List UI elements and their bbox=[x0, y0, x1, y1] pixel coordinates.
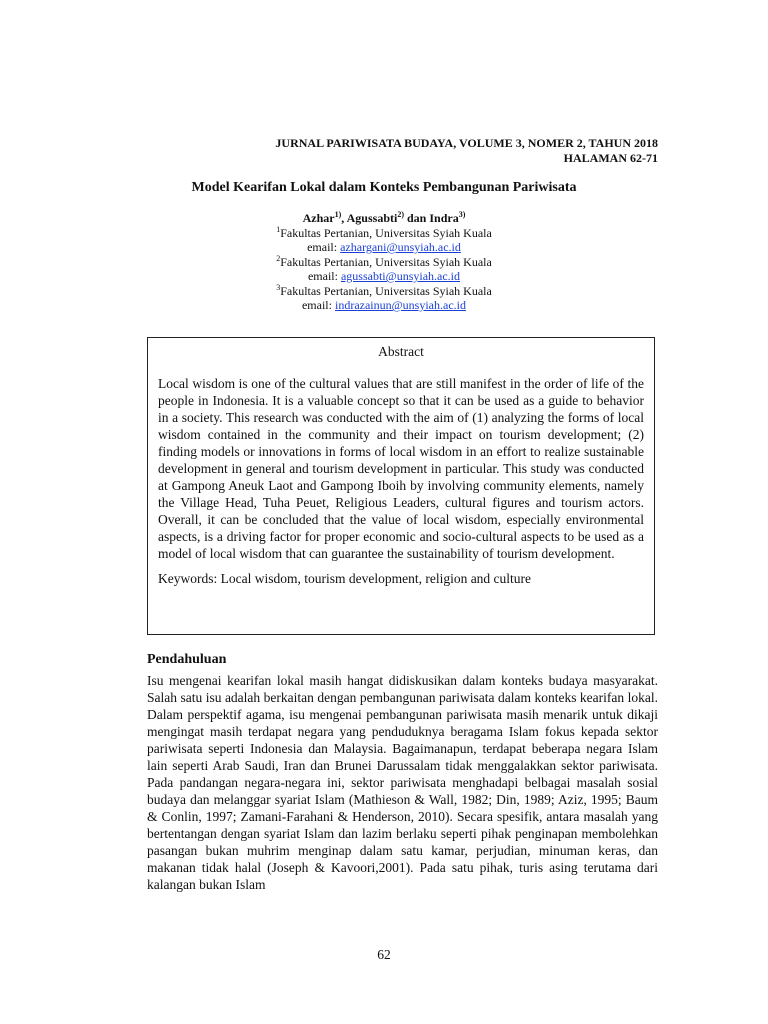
page-range-line: HALAMAN 62-71 bbox=[563, 151, 658, 165]
author-name: Agussabti bbox=[346, 211, 398, 225]
email-line bbox=[0, 298, 768, 313]
email-link[interactable]: indrazainun@unsyiah.ac.id bbox=[334, 298, 466, 312]
affiliation-sup: 1 bbox=[276, 224, 281, 234]
paper-title: Model Kearifan Lokal dalam Konteks Pembangunan Pariwisata bbox=[191, 180, 577, 195]
affiliation-line bbox=[0, 255, 768, 270]
abstract-box bbox=[147, 337, 655, 635]
affiliation-sup: 3 bbox=[276, 282, 281, 292]
email-line bbox=[0, 269, 768, 284]
section-body-text: Isu mengenai kearifan lokal masih hangat didiskusikan dalam konteks budaya masyarakat. Salah satu isu adalah berkaitan dengan pembangunan pariwisata dalam konteks kearifan lokal. Dalam perspektif agama, isu mengenai pembangunan pariwisata masih menarik untuk dikaji mengingat masih terdapat negara yang penduduknya beragama Islam fokus kepada sektor pariwisata seperti Indonesia dan Malaysia. Bagaimanapun, terdapat beberapa negara Islam lain seperti Arab Saudi, Iran dan Brunei Darussalam tidak menggalakkan sektor pariwisata. Pada pandangan negara-negara ini, sektor pariwisata menghadapi belbagai masalah sosial budaya dan melanggar syariat Islam (Mathieson & Wall, 1982; Din, 1989; Aziz, 1995; Baum & Conlin, 1997; Zamani-Farahani & Henderson, 2010). Secara spesifik, antara masalah yang bertentangan dengan syariat Islam dan lazim berlaku seperti pihak penginapan membolehkan pasangan bukan muhrim menginap dalam satu kamar, perjudian, minuman keras, dan makanan tidak halal (Joseph & Kavoori,2001). Pada satu pihak, turis asing terutama dari kalangan bukan Islam bbox=[147, 673, 658, 892]
journal-header bbox=[150, 136, 658, 166]
author-separator: , bbox=[341, 211, 347, 225]
affiliation-institution: Fakultas Pertanian, Universitas Syiah Kuala bbox=[280, 254, 492, 269]
affiliation-line bbox=[0, 226, 768, 241]
abstract-text: Local wisdom is one of the cultural values that are still manifest in the order of life of the people in Indonesia. It is a valuable concept so that it can be used as a guide to behavior in a society. This research was conducted with the aim of (1) analyzing the forms of local wisdom contained in the community and their impact on tourism development; (2) finding models or innovations in forms of local wisdom in an effort to realize sustainable development in general and tourism development in particular. This study was conducted at Gampong Aneuk Laot and Gampong Iboih by involving community elements, namely the Village Head, Tuha Peuet, Religious Leaders, cultural figures and tourism actors. Overall, it can be concluded that the value of local wisdom, especially environmental aspects, is a driving factor for proper economic and socio-cultural aspects to be used as a model of local wisdom that can guarantee the sustainability of tourism development. bbox=[158, 376, 644, 561]
email-label: email: bbox=[307, 269, 341, 283]
email-link[interactable]: agussabti@unsyiah.ac.id bbox=[340, 269, 461, 283]
email-line bbox=[0, 240, 768, 255]
email-link[interactable]: azhargani@unsyiah.ac.id bbox=[340, 240, 461, 254]
email-label: email: bbox=[301, 298, 335, 312]
author-list bbox=[0, 211, 768, 226]
abstract-heading: Abstract bbox=[378, 344, 424, 359]
affiliation-line bbox=[0, 284, 768, 299]
email-label: email: bbox=[307, 240, 341, 254]
author-name: Indra bbox=[429, 211, 459, 225]
author-conjunction: dan bbox=[404, 211, 430, 225]
author-sup: 1) bbox=[334, 210, 342, 219]
affiliation-sup: 2 bbox=[276, 253, 281, 263]
affiliation-institution: Fakultas Pertanian, Universitas Syiah Kuala bbox=[280, 225, 492, 240]
section-heading: Pendahuluan bbox=[147, 652, 227, 667]
journal-info-line: JURNAL PARIWISATA BUDAYA, VOLUME 3, NOMER 2, TAHUN 2018 bbox=[275, 136, 658, 150]
page-number: 62 bbox=[377, 947, 391, 962]
keywords-line: Keywords: Local wisdom, tourism development, religion and culture bbox=[158, 571, 532, 586]
author-name: Azhar bbox=[302, 211, 335, 225]
affiliation-institution: Fakultas Pertanian, Universitas Syiah Kuala bbox=[280, 283, 492, 298]
author-sup: 2) bbox=[397, 210, 404, 219]
author-sup: 3) bbox=[458, 210, 466, 219]
authors-block bbox=[0, 211, 768, 313]
